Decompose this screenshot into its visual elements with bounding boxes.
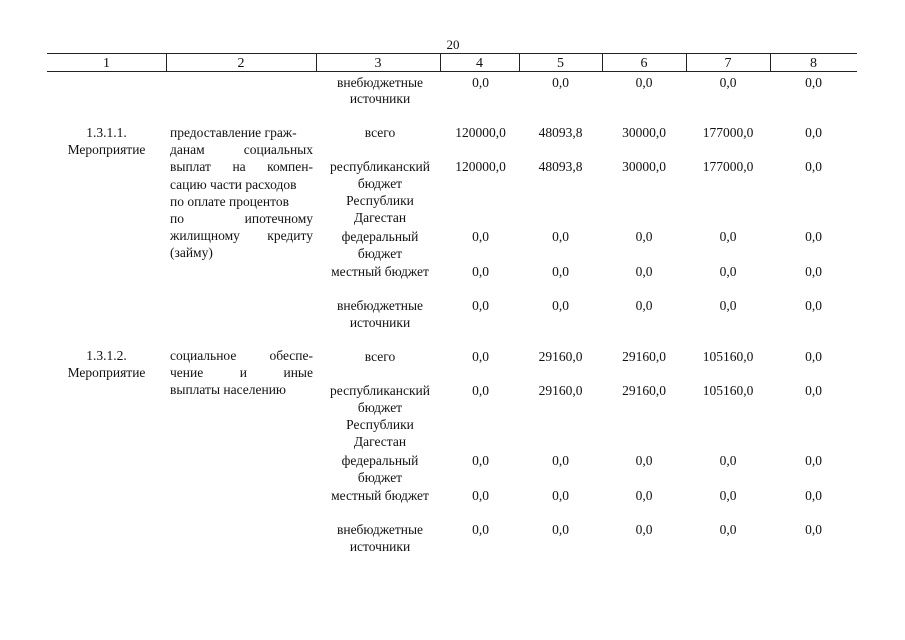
value-cell: 0,0 bbox=[805, 159, 822, 174]
value-cell: 177000,0 bbox=[702, 125, 754, 140]
funding-source-label: бюджет bbox=[357, 470, 403, 485]
value-cell: 30000,0 bbox=[622, 125, 666, 140]
value-cell: 105160,0 bbox=[702, 383, 754, 398]
value-cell: 0,0 bbox=[552, 453, 569, 468]
funding-source-label: республиканский bbox=[330, 383, 430, 398]
value-cell: 0,0 bbox=[552, 488, 569, 503]
value-cell: 0,0 bbox=[635, 522, 653, 537]
value-cell: 0,0 bbox=[635, 488, 653, 503]
column-header: 5 bbox=[557, 56, 564, 71]
funding-source-label: бюджет bbox=[357, 246, 403, 261]
value-cell: 29160,0 bbox=[538, 383, 583, 398]
funding-source-label: источники bbox=[349, 539, 411, 554]
value-cell: 0,0 bbox=[805, 453, 822, 468]
value-cell: 0,0 bbox=[472, 453, 489, 468]
measure-type: Мероприятие bbox=[67, 142, 146, 157]
value-cell: 105160,0 bbox=[702, 349, 754, 364]
measure-description-line: по оплате процентов bbox=[170, 194, 289, 209]
value-cell: 0,0 bbox=[635, 453, 653, 468]
value-cell: 0,0 bbox=[472, 349, 489, 364]
value-cell: 48093,8 bbox=[538, 125, 583, 140]
value-cell: 0,0 bbox=[472, 522, 489, 537]
measure-code: 1.3.1.1. bbox=[86, 125, 127, 140]
funding-source-label: внебюджетные bbox=[336, 75, 424, 90]
value-cell: 0,0 bbox=[805, 349, 822, 364]
value-cell: 0,0 bbox=[552, 522, 569, 537]
column-header: 2 bbox=[237, 56, 245, 71]
funding-source-label: Дагестан bbox=[353, 434, 407, 449]
funding-source-label: источники bbox=[349, 91, 411, 106]
value-cell: 0,0 bbox=[805, 264, 822, 279]
value-cell: 0,0 bbox=[719, 298, 737, 313]
funding-source-label: бюджет bbox=[357, 400, 403, 415]
value-cell: 0,0 bbox=[719, 75, 737, 90]
column-header: 4 bbox=[476, 56, 483, 71]
value-cell: 120000,0 bbox=[455, 125, 506, 140]
column-header: 1 bbox=[103, 56, 110, 71]
measure-description-line: данам социальных bbox=[170, 142, 313, 157]
value-cell: 0,0 bbox=[805, 125, 822, 140]
value-cell: 0,0 bbox=[552, 264, 569, 279]
funding-source-label: всего bbox=[364, 349, 396, 364]
value-cell: 0,0 bbox=[552, 75, 569, 90]
funding-source-label: Республики bbox=[346, 417, 414, 432]
value-cell: 29160,0 bbox=[538, 349, 583, 364]
value-cell: 0,0 bbox=[635, 229, 653, 244]
value-cell: 0,0 bbox=[472, 264, 489, 279]
value-cell: 0,0 bbox=[472, 383, 489, 398]
funding-source-label: местный бюджет bbox=[331, 488, 429, 503]
column-header: 6 bbox=[640, 56, 648, 71]
value-cell: 0,0 bbox=[719, 453, 737, 468]
value-cell: 0,0 bbox=[719, 522, 737, 537]
funding-source-label: Дагестан bbox=[353, 210, 407, 225]
measure-code: 1.3.1.2. bbox=[86, 348, 127, 363]
value-cell: 0,0 bbox=[635, 264, 653, 279]
value-cell: 120000,0 bbox=[455, 159, 506, 174]
value-cell: 0,0 bbox=[552, 298, 569, 313]
value-cell: 0,0 bbox=[805, 75, 822, 90]
value-cell: 177000,0 bbox=[702, 159, 754, 174]
funding-source-label: федеральный bbox=[341, 229, 419, 244]
funding-source-label: республиканский bbox=[330, 159, 430, 174]
value-cell: 0,0 bbox=[805, 383, 822, 398]
funding-source-label: всего bbox=[364, 125, 396, 140]
measure-description-line: выплат на компен- bbox=[170, 159, 313, 174]
value-cell: 0,0 bbox=[472, 229, 489, 244]
value-cell: 0,0 bbox=[805, 488, 822, 503]
page-number: 20 bbox=[446, 37, 460, 52]
measure-description-line: по ипотечному bbox=[170, 211, 313, 226]
measure-description-line: сацию части расходов bbox=[170, 177, 297, 192]
funding-source-label: внебюджетные bbox=[336, 522, 424, 537]
value-cell: 0,0 bbox=[719, 264, 737, 279]
measure-description-line: социальное обеспе- bbox=[170, 348, 313, 363]
value-cell: 0,0 bbox=[805, 522, 822, 537]
funding-source-label: Республики bbox=[346, 193, 414, 208]
value-cell: 0,0 bbox=[552, 229, 569, 244]
column-header: 8 bbox=[810, 56, 817, 71]
value-cell: 0,0 bbox=[472, 298, 489, 313]
value-cell: 0,0 bbox=[472, 488, 489, 503]
measure-description-line: (займу) bbox=[170, 245, 213, 260]
value-cell: 0,0 bbox=[472, 75, 489, 90]
value-cell: 0,0 bbox=[635, 298, 653, 313]
column-header: 3 bbox=[374, 56, 382, 71]
column-header: 7 bbox=[724, 56, 732, 71]
value-cell: 29160,0 bbox=[622, 383, 666, 398]
measure-type: Мероприятие bbox=[67, 365, 146, 380]
funding-source-label: федеральный bbox=[341, 453, 419, 468]
value-cell: 48093,8 bbox=[538, 159, 583, 174]
measure-description-line: выплаты населению bbox=[170, 382, 287, 397]
funding-source-label: источники bbox=[349, 315, 411, 330]
value-cell: 0,0 bbox=[805, 298, 822, 313]
funding-source-label: внебюджетные bbox=[336, 298, 424, 313]
value-cell: 0,0 bbox=[719, 488, 737, 503]
measure-description-line: чение и иные bbox=[170, 365, 313, 380]
header-top-rule bbox=[47, 53, 857, 54]
value-cell: 0,0 bbox=[805, 229, 822, 244]
value-cell: 30000,0 bbox=[622, 159, 666, 174]
measure-description-line: предоставление граж- bbox=[170, 125, 297, 140]
value-cell: 29160,0 bbox=[622, 349, 666, 364]
value-cell: 0,0 bbox=[635, 75, 653, 90]
value-cell: 0,0 bbox=[719, 229, 737, 244]
funding-source-label: бюджет bbox=[357, 176, 403, 191]
funding-source-label: местный бюджет bbox=[331, 264, 429, 279]
measure-description-line: жилищному кредиту bbox=[170, 228, 313, 243]
